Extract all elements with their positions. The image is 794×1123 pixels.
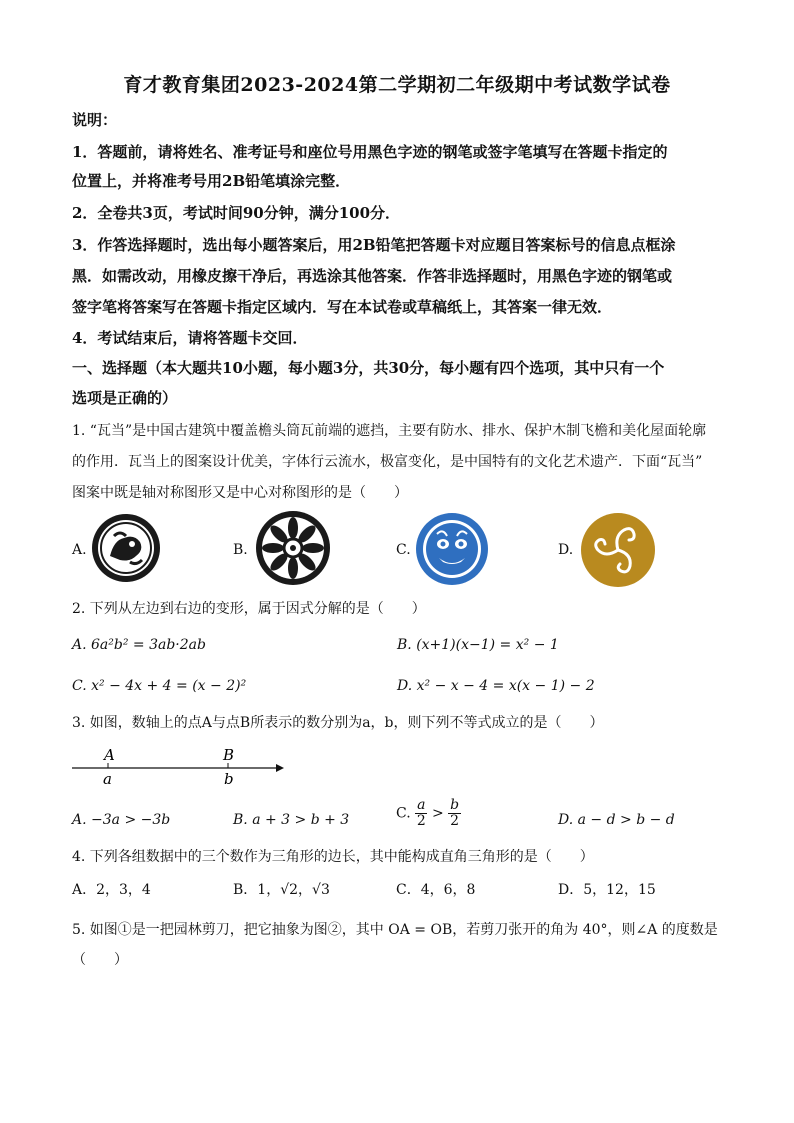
q2-option-a: A. 6a²b² = 3ab·2ab <box>72 637 206 653</box>
note-3b: 黑．如需改动，用橡皮擦干净后，再选涂其他答案．作答非选择题时，用黑色字迹的钢笔或 <box>72 267 673 285</box>
q3-option-b: B. a + 3 > b + 3 <box>233 812 350 828</box>
note-2: 2．全卷共3页，考试时间90分钟，满分100分． <box>72 204 401 222</box>
q4-option-a: A．2，3，4 <box>72 882 151 898</box>
tile-d-image <box>580 512 656 588</box>
section-1-heading: 一、选择题（本大题共10小题，每小题3分，共30分，每小题有四个选项，其中只有一个 <box>72 359 665 377</box>
page-title: 育才教育集团2023-2024第二学期初二年级期中考试数学试卷 <box>123 74 671 96</box>
value-a-label: a <box>103 770 112 788</box>
fraction-left <box>415 798 427 829</box>
q5-stem-line2: （ ） <box>72 952 128 968</box>
note-3a: 3．作答选择题时，选出每小题答案后，用2B铅笔把答题卡对应题目答案标号的信息点框涂 <box>72 236 676 254</box>
q2-option-b: B. (x+1)(x−1) = x² − 1 <box>397 637 559 653</box>
q3-option-d: D. a − d > b − d <box>558 812 675 828</box>
point-a-label: A <box>104 746 115 764</box>
q3-option-c-label: C. <box>396 805 411 822</box>
q1-stem-line2: 的作用．瓦当上的图案设计优美，字体行云流水，极富变化，是中国特有的文化艺术遗产．下面“瓦当” <box>72 454 703 470</box>
fraction-left-denominator: 2 <box>416 813 426 829</box>
tile-b-image <box>255 510 331 586</box>
q2-option-d: D. x² − x − 4 = x(x − 1) − 2 <box>397 678 595 694</box>
comparison-symbol: > <box>431 805 444 822</box>
axis-arrow <box>276 764 284 772</box>
note-4: 4．考试结束后，请将答题卡交回． <box>72 329 308 347</box>
value-b-label: b <box>224 770 234 788</box>
note-1a: 1．答题前，请将姓名、准考证号和座位号用黑色字迹的钢笔或签字笔填写在答题卡指定的 <box>72 143 668 161</box>
note-3c: 签字笔将答案写在答题卡指定区域内．写在本试卷或草稿纸上，其答案一律无效． <box>72 298 613 316</box>
fraction-right <box>448 798 461 829</box>
section-1-heading-cont: 选项是正确的） <box>72 389 178 407</box>
q4-option-d: D．5，12，15 <box>558 882 656 898</box>
q3-option-c <box>396 798 461 829</box>
point-b-label: B <box>223 746 235 764</box>
q1-stem-line1: 1. “瓦当”是中国古建筑中覆盖檐头筒瓦前端的遮挡，主要有防水、排水、保护木制飞檐和美化屋面轮廓 <box>72 423 707 439</box>
q1-option-b-label: B. <box>233 542 248 558</box>
q1-option-c-label: C. <box>396 542 411 558</box>
q2-option-c: C. x² − 4x + 4 = (x − 2)² <box>72 678 247 694</box>
fraction-right-denominator: 2 <box>450 813 460 829</box>
q5-stem-line1: 5. 如图①是一把园林剪刀，把它抽象为图②，其中 OA = OB，若剪刀张开的角为 40°，则∠A 的度数是 <box>72 922 718 938</box>
q2-stem: 2. 下列从左边到右边的变形，属于因式分解的是（ ） <box>72 601 426 617</box>
q3-stem: 3. 如图，数轴上的点A与点B所表示的数分别为a，b，则下列不等式成立的是（ ） <box>72 715 604 731</box>
q1-option-d-label: D. <box>558 542 574 558</box>
tile-c-image <box>415 512 489 586</box>
notes-heading: 说明： <box>72 111 118 129</box>
q4-stem: 4. 下列各组数据中的三个数作为三角形的边长，其中能构成直角三角形的是（ ） <box>72 849 594 865</box>
tile-a-image <box>90 512 162 584</box>
q3-option-a: A. −3a > −3b <box>72 812 171 828</box>
q4-option-b: B．1，√2，√3 <box>233 882 330 898</box>
number-line-figure <box>70 744 290 788</box>
note-1b: 位置上，并将准考号用2B铅笔填涂完整． <box>72 172 351 190</box>
fraction-left-numerator: a <box>417 797 426 813</box>
fraction-right-numerator: b <box>450 797 460 813</box>
q1-stem-line3: 图案中既是轴对称图形又是中心对称图形的是（ ） <box>72 485 408 501</box>
q4-option-c: C．4，6，8 <box>396 882 476 898</box>
q1-option-a-label: A. <box>72 542 87 558</box>
